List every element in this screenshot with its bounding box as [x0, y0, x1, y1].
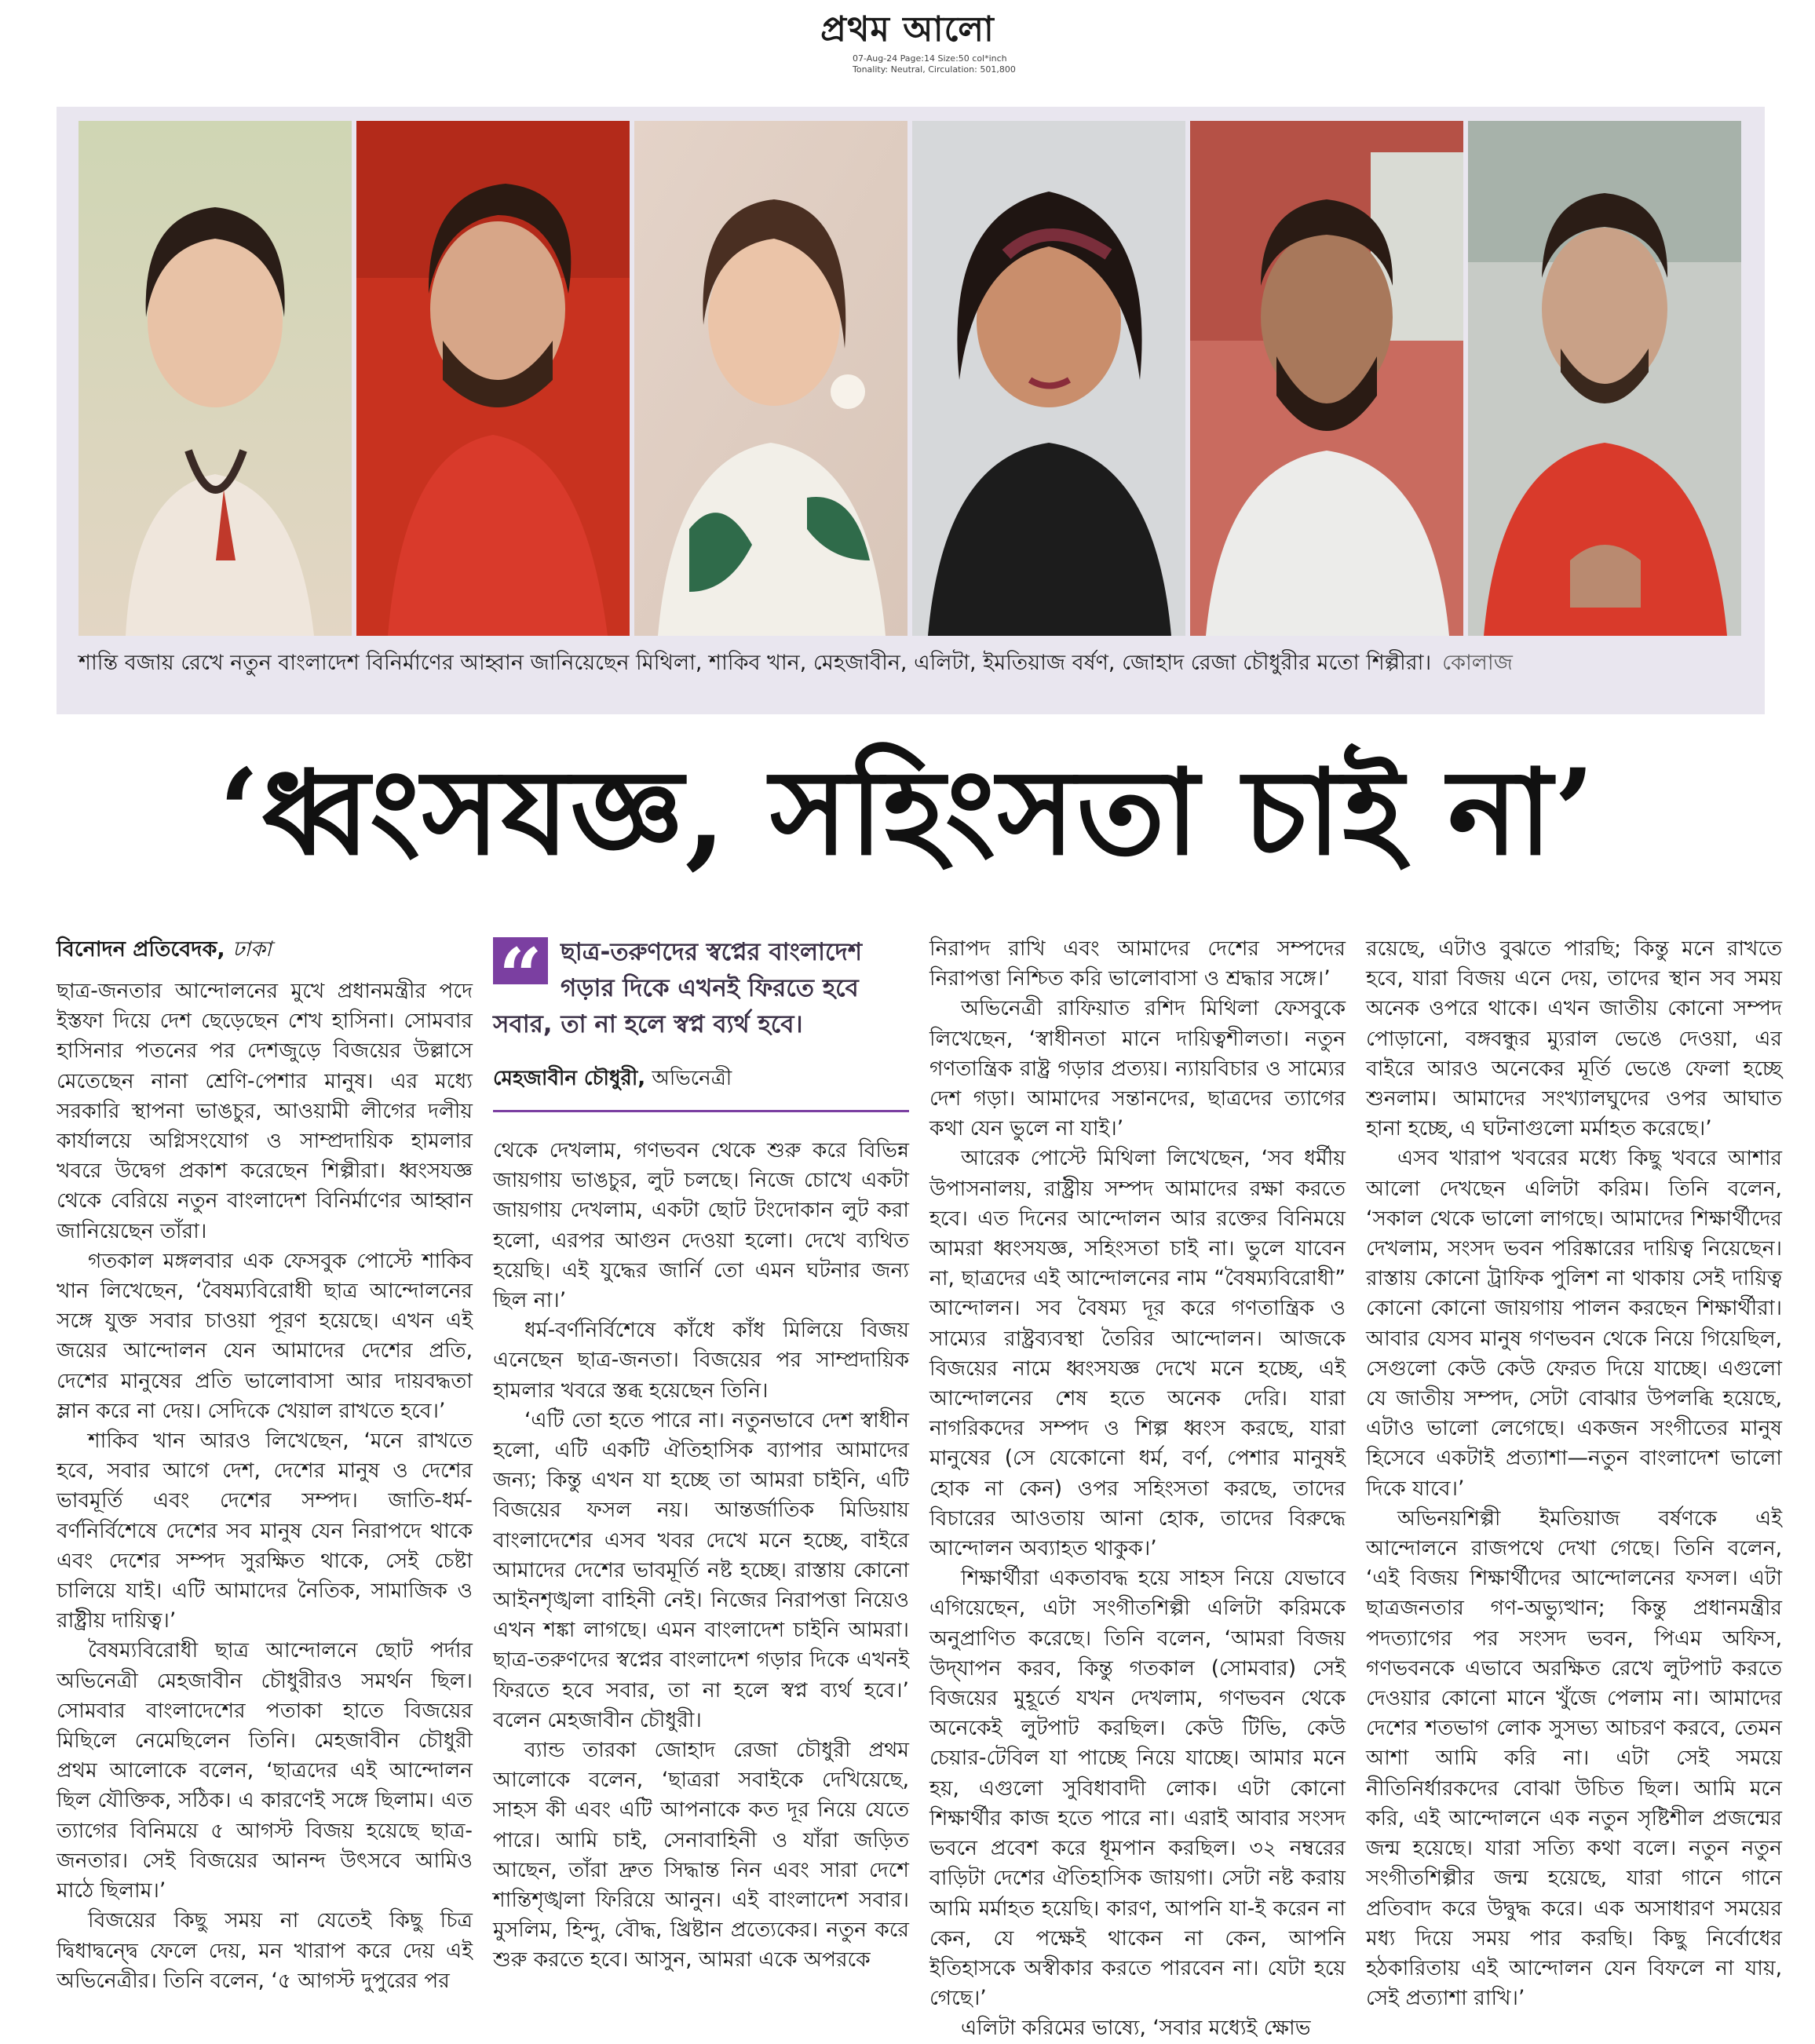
masthead — [0, 8, 1815, 75]
pull-quote-text: ছাত্র-তরুণদের স্বপ্নের বাংলাদেশ গড়ার দিকে এখনই ফিরতে হবে সবার, তা না হলে স্বপ্ন ব্যর্থ হবে। — [493, 938, 863, 1038]
photo-elita — [912, 121, 1185, 636]
paragraph: রয়েছে, এটাও বুঝতে পারছি; কিন্তু মনে রাখতে হবে, যারা বিজয় এনে দেয়, তাদের স্থান সব সময় অনেক ওপরে থাকে। এখন জাতীয় কোনো সম্পদ পোড়ানো, বঙ্গবন্ধুর ম্যুরাল ভেঙে দেওয়া, এর বাইরে আরও অনেকের মূর্তি ভেঙে ফেলা হচ্ছে শুনলাম। আমাদের সংখ্যালঘুদের ওপর আঘাত হানা হচ্ছে, এ ঘটনাগুলো মর্মাহত করেছে।’ — [1366, 936, 1782, 1141]
photo-mithila — [79, 121, 352, 636]
paragraph: শিক্ষার্থীরা একতাবদ্ধ হয়ে সাহস নিয়ে যেভাবে এগিয়েছেন, এটা সংগীতশিল্পী এলিটা করিমকে অনুপ্রাণিত করেছে। তিনি বলেন, ‘আমরা বিজয় উদ্‌যাপন করব, কিন্তু গতকাল (সোমবার) সেই বিজয়ের মুহূর্তে যখন দেখলাম, গণভবন থেকে অনেকেই লুটপাট করছিল। কেউ টিভি, কেউ চেয়ার-টেবিল যা পাচ্ছে নিয়ে যাচ্ছে। আমার মনে হয়, এগুলো সুবিধাবাদী লোক। এটা কোনো শিক্ষার্থীর কাজ হতে পারে না। এরাই আবার সংসদ ভবনে প্রবেশ করে ধূমপান করছিল। ৩২ নম্বরের বাড়িটা দেশের ঐতিহাসিক জায়গা। সেটা নষ্ট করায় আমি মর্মাহত হয়েছি। কারণ, আপনি যা-ই করেন না কেন, যে পক্ষেই থাকেন না কেন, আপনি ইতিহাসকে অস্বীকার করতে পারবেন না। যেটা হয়ে গেছে।’ — [929, 1566, 1346, 2011]
paragraph: থেকে দেখলাম, গণভবন থেকে শুরু করে বিভিন্ন জায়গায় ভাঙচুর, লুট চলছে। নিজে চোখে একটা জায়গায় দেখলাম, একটা ছোট টংদোকান লুট করা হলো, এরপর আগুন দেওয়া হলো। দেখে ব্যথিত হয়েছি। এই যুদ্ধের জার্নি তো এমন ঘটনার জন্য ছিল না।’ — [493, 1138, 909, 1313]
byline-name: বিনোদন প্রতিবেদক, — [57, 937, 225, 962]
article-column-2 — [493, 934, 909, 1976]
paragraph: এসব খারাপ খবরের মধ্যে কিছু খবরে আশার আলো দেখছেন এলিটা করিম। তিনি বলেন, ‘সকাল থেকে ভালো লাগছে। আমাদের শিক্ষার্থীদের দেখলাম, সংসদ ভবন পরিষ্কারের দায়িত্ব নিয়েছেন। রাস্তায় কোনো ট্রাফিক পুলিশ না থাকায় সেই দায়িত্ব কোনো কোনো জায়গায় পালন করছেন শিক্ষার্থীরা। আবার যেসব মানুষ গণভবন থেকে নিয়ে গিয়েছিল, সেগুলো কেউ কেউ ফেরত দিয়ে যাচ্ছে। এগুলো যে জাতীয় সম্পদ, সেটা বোঝার উপলব্ধি হয়েছে, এটাও ভালো লেগেছে। একজন সংগীতের মানুষ হিসেবে একটাই প্রত্যাশা—নতুন বাংলাদেশ ভালো দিকে যাবে।’ — [1366, 1146, 1782, 1501]
article-column-4 — [1366, 934, 1782, 2013]
paragraph: আরেক পোস্টে মিথিলা লিখেছেন, ‘সব ধর্মীয় উপাসনালয়, রাষ্ট্রীয় সম্পদ আমাদের রক্ষা করতে হবে। এত দিনের আন্দোলন আর রক্তের বিনিময়ে আমরা ধ্বংসযজ্ঞ, সহিংসতা চাই না। ভুলে যাবেন না, ছাত্রদের এই আন্দোলনের নাম “বৈষম্যবিরোধী” আন্দোলন। সব বৈষম্য দূর করে গণতান্ত্রিক ও সাম্যের রাষ্ট্রব্যবস্থা তৈরির আন্দোলন। আজকে বিজয়ের নামে ধ্বংসযজ্ঞ দেখে মনে হচ্ছে, এই আন্দোলনের শেষ হতে অনেক দেরি। যারা নাগরিকদের সম্পদ ও শিল্প ধ্বংস করছে, যারা মানুষের (সে যেকোনো ধর্ম, বর্ণ, পেশার মানুষই হোক না কেন) ওপর সহিংসতা করছে, তাদের বিচারের আওতায় আনা হোক, তাদের বিরুদ্ধে আন্দোলন অব্যাহত থাকুক।’ — [929, 1146, 1346, 1561]
paragraph: অভিনয়শিল্পী ইমতিয়াজ বর্ষণকে এই আন্দোলনে রাজপথে দেখা গেছে। তিনি বলেন, ‘এই বিজয় শিক্ষার্থীদের আন্দোলনের ফসল। এটা ছাত্রজনতার গণ-অভ্যুত্থান; কিন্তু প্রধানমন্ত্রীর পদত্যাগের পর সংসদ ভবন, পিএম অফিস, গণভবনকে এভাবে অরক্ষিত রেখে লুটপাট করতে দেওয়ার কোনো মানে খুঁজে পেলাম না। আমাদের দেশের শতভাগ লোক সুসভ্য আচরণ করবে, তেমন আশা আমি করি না। এটা সেই সময়ে নীতিনির্ধারকদের বোঝা উচিত ছিল। আমি মনে করি, এই আন্দোলনে এক নতুন সৃষ্টিশীল প্রজন্মের জন্ম হয়েছে। যারা সত্যি কথা বলে। নতুন নতুন সংগীতশিল্পীর জন্ম হয়েছে, যারা গানে গানে প্রতিবাদ করে উদ্বুদ্ধ করে। এক অসাধারণ সময়ের মধ্য দিয়ে সময় পার করছি। কিছু নির্বোধের হঠকারিতায় এই আন্দোলন যেন বিফলে না যায়, সেই প্রত্যাশা রাখি।’ — [1366, 1506, 1782, 2011]
meta-line-2: Tonality: Neutral, Circulation: 501,800 — [853, 64, 1016, 75]
photo-collage — [79, 121, 1744, 636]
photo-imtiaz-barshon — [1190, 121, 1463, 636]
headline: ‘ধ্বংসযজ্ঞ, সহিংসতা চাই না’ — [218, 743, 1597, 881]
photo-collage-panel — [57, 107, 1765, 714]
pull-quote-role: অভিনেত্রী — [652, 1067, 732, 1090]
paragraph: ছাত্র-জনতার আন্দোলনের মুখে প্রধানমন্ত্রীর পদে ইস্তফা দিয়ে দেশ ছেড়েছেন শেখ হাসিনা। সোমবার হাসিনার পতনের পর দেশজুড়ে বিজয়ের উল্লাসে মেতেছেন নানা শ্রেণি-পেশার মানুষ। এর মধ্যে সরকারি স্থাপনা ভাঙচুর, আওয়ামী লীগের দলীয় কার্যালয়ে অগ্নিসংযোগ ও সাম্প্রদায়িক হামলার খবরে উদ্বেগ প্রকাশ করেছেন শিল্পীরা। ধ্বংসযজ্ঞ থেকে বেরিয়ে নতুন বাংলাদেশ বিনির্মাণের আহ্বান জানিয়েছেন তাঁরা। — [57, 979, 473, 1243]
paragraph: বিজয়ের কিছু সময় না যেতেই কিছু চিত্র দ্বিধাদ্বন্দ্বে ফেলে দেয়, মন খারাপ করে দেয় এই অভিনেত্রীর। তিনি বলেন, ‘৫ আগস্ট দুপুরের পর — [57, 1908, 473, 1993]
paragraph: নিরাপদ রাখি এবং আমাদের দেশের সম্পদের নিরাপত্তা নিশ্চিত করি ভালোবাসা ও শ্রদ্ধার সঙ্গে।’ — [929, 936, 1346, 991]
pull-quote-author: মেহজাবীন চৌধুরী, — [493, 1067, 646, 1090]
logo-text: প্রথম আলো — [820, 9, 995, 49]
quote-mark-icon: “ — [493, 937, 548, 984]
paragraph: ব্যান্ড তারকা জোহাদ রেজা চৌধুরী প্রথম আলোকে বলেন, ‘ছাত্ররা সবাইকে দেখিয়েছে, সাহস কী এবং এটি আপনাকে কত দূর নিয়ে যেতে পারে। আমি চাই, সেনাবাহিনী ও যাঁরা জড়িত আছেন, তাঁরা দ্রুত সিদ্ধান্ত নিন এবং সারা দেশে শান্তিশৃঙ্খলা ফিরিয়ে আনুন। এই বাংলাদেশ সবার। মুসলিম, হিন্দু, বৌদ্ধ, খ্রিষ্টান প্রত্যেকের। নতুন করে শুরু করতে হবে। আসুন, আমরা একে অপরকে — [493, 1738, 909, 1973]
photo-credit: কোলাজ — [1442, 651, 1513, 675]
photo-shakib-khan — [356, 121, 630, 636]
caption-text: শান্তি বজায় রেখে নতুন বাংলাদেশ বিনির্মাণের আহ্বান জানিয়েছেন মিথিলা, শাকিব খান, মেহজাবীন, এলিটা, ইমতিয়াজ বর্ষণ, জোহাদ রেজা চৌধুরীর মতো শিল্পীরা। — [79, 651, 1432, 675]
paragraph: শাকিব খান আরও লিখেছেন, ‘মনে রাখতে হবে, সবার আগে দেশ, দেশের মানুষ ও দেশের ভাবমূর্তি এবং দেশের সম্পদ। জাতি-ধর্ম-বর্ণনির্বিশেষে দেশের সব মানুষ যেন নিরাপদে থাকে এবং দেশের সম্পদ সুরক্ষিত থাকে, সেই চেষ্টা চালিয়ে যাই। এটি আমাদের নৈতিক, সামাজিক ও রাষ্ট্রীয় দায়িত্ব।’ — [57, 1429, 473, 1633]
clipping-meta — [758, 53, 1057, 75]
photo-mehazabien — [634, 121, 908, 636]
paragraph: ধর্ম-বর্ণনির্বিশেষে কাঁধে কাঁধ মিলিয়ে বিজয় এনেছেন ছাত্র-জনতা। বিজয়ের পর সাম্প্রদায়িক হামলার খবরে স্তব্ধ হয়েছেন তিনি। — [493, 1318, 909, 1403]
paragraph: এলিটা করিমের ভাষ্যে, ‘সবার মধ্যেই ক্ষোভ — [961, 2016, 1311, 2041]
paragraph: ‘এটি তো হতে পারে না। নতুনভাবে দেশ স্বাধীন হলো, এটি একটি ঐতিহাসিক ব্যাপার আমাদের জন্য; কিন্তু এখন যা হচ্ছে তা আমরা চাইনি, এটি বিজয়ের ফসল নয়। আন্তর্জাতিক মিডিয়ায় বাংলাদেশের এসব খবর দেখে মনে হচ্ছে, বাইরে আমাদের দেশের ভাবমূর্তি নষ্ট হচ্ছে। রাস্তায় কোনো আইনশৃঙ্খলা বাহিনী নেই। নিজের নিরাপত্তা নিয়েও এখন শঙ্কা লাগছে। এমন বাংলাদেশ চাইনি আমরা। ছাত্র-তরুণদের স্বপ্নের বাংলাদেশ গড়ার দিকে এখনই ফিরতে হবে সবার, তা না হলে স্বপ্ন ব্যর্থ হবে।’ বলেন মেহজাবীন চৌধুরী। — [493, 1407, 909, 1732]
newspaper-logo — [820, 8, 995, 52]
meta-line-1: 07-Aug-24 Page:14 Size:50 col*inch — [853, 53, 1007, 64]
paragraph: বৈষম্যবিরোধী ছাত্র আন্দোলনে ছোট পর্দার অভিনেত্রী মেহজাবীন চৌধুরীরও সমর্থন ছিল। সোমবার বাংলাদেশের পতাকা হাতে বিজয়ের মিছিলে নেমেছিলেন তিনি। মেহজাবীন চৌধুরী প্রথম আলোকে বলেন, ‘ছাত্রদের এই আন্দোলন ছিল যৌক্তিক, সঠিক। এ কারণেই সঙ্গে ছিলাম। এত ত্যাগের বিনিময়ে ৫ আগস্ট বিজয় হয়েছে ছাত্র-জনতার। সেই বিজয়ের আনন্দ উৎসবে আমিও মাঠে ছিলাম।’ — [57, 1638, 473, 1903]
article-column-1 — [57, 934, 473, 1996]
photo-johad-reza-chowdhury — [1468, 121, 1741, 636]
pull-quote-attribution — [493, 1063, 909, 1094]
article-column-3 — [929, 934, 1346, 2044]
photo-caption — [79, 648, 1743, 678]
byline — [57, 934, 473, 965]
paragraph: গতকাল মঙ্গলবার এক ফেসবুক পোস্টে শাকিব খান লিখেছেন, ‘বৈষম্যবিরোধী ছাত্র আন্দোলনের সঙ্গে যুক্ত সবার চাওয়া পূরণ হয়েছে। এখন এই জয়ের আন্দোলন যেন আমাদের দেশের প্রতি, দেশের মানুষের প্রতি ভালোবাসা আর দায়বদ্ধতা ম্লান করে না দেয়। সেদিকে খেয়াল রাখতে হবে।’ — [57, 1248, 473, 1423]
paragraph: অভিনেত্রী রাফিয়াত রশিদ মিথিলা ফেসবুকে লিখেছেন, ‘স্বাধীনতা মানে দায়িত্বশীলতা। নতুন গণতান্ত্রিক রাষ্ট্র গড়ার প্রত্যয়। ন্যায়বিচার ও সাম্যের দেশ গড়া। আমাদের সন্তানদের, ছাত্রদের ত্যাগের কথা যেন ভুলে না যাই।’ — [929, 996, 1346, 1141]
byline-place: ঢাকা — [232, 937, 272, 962]
pull-quote — [493, 934, 909, 1112]
